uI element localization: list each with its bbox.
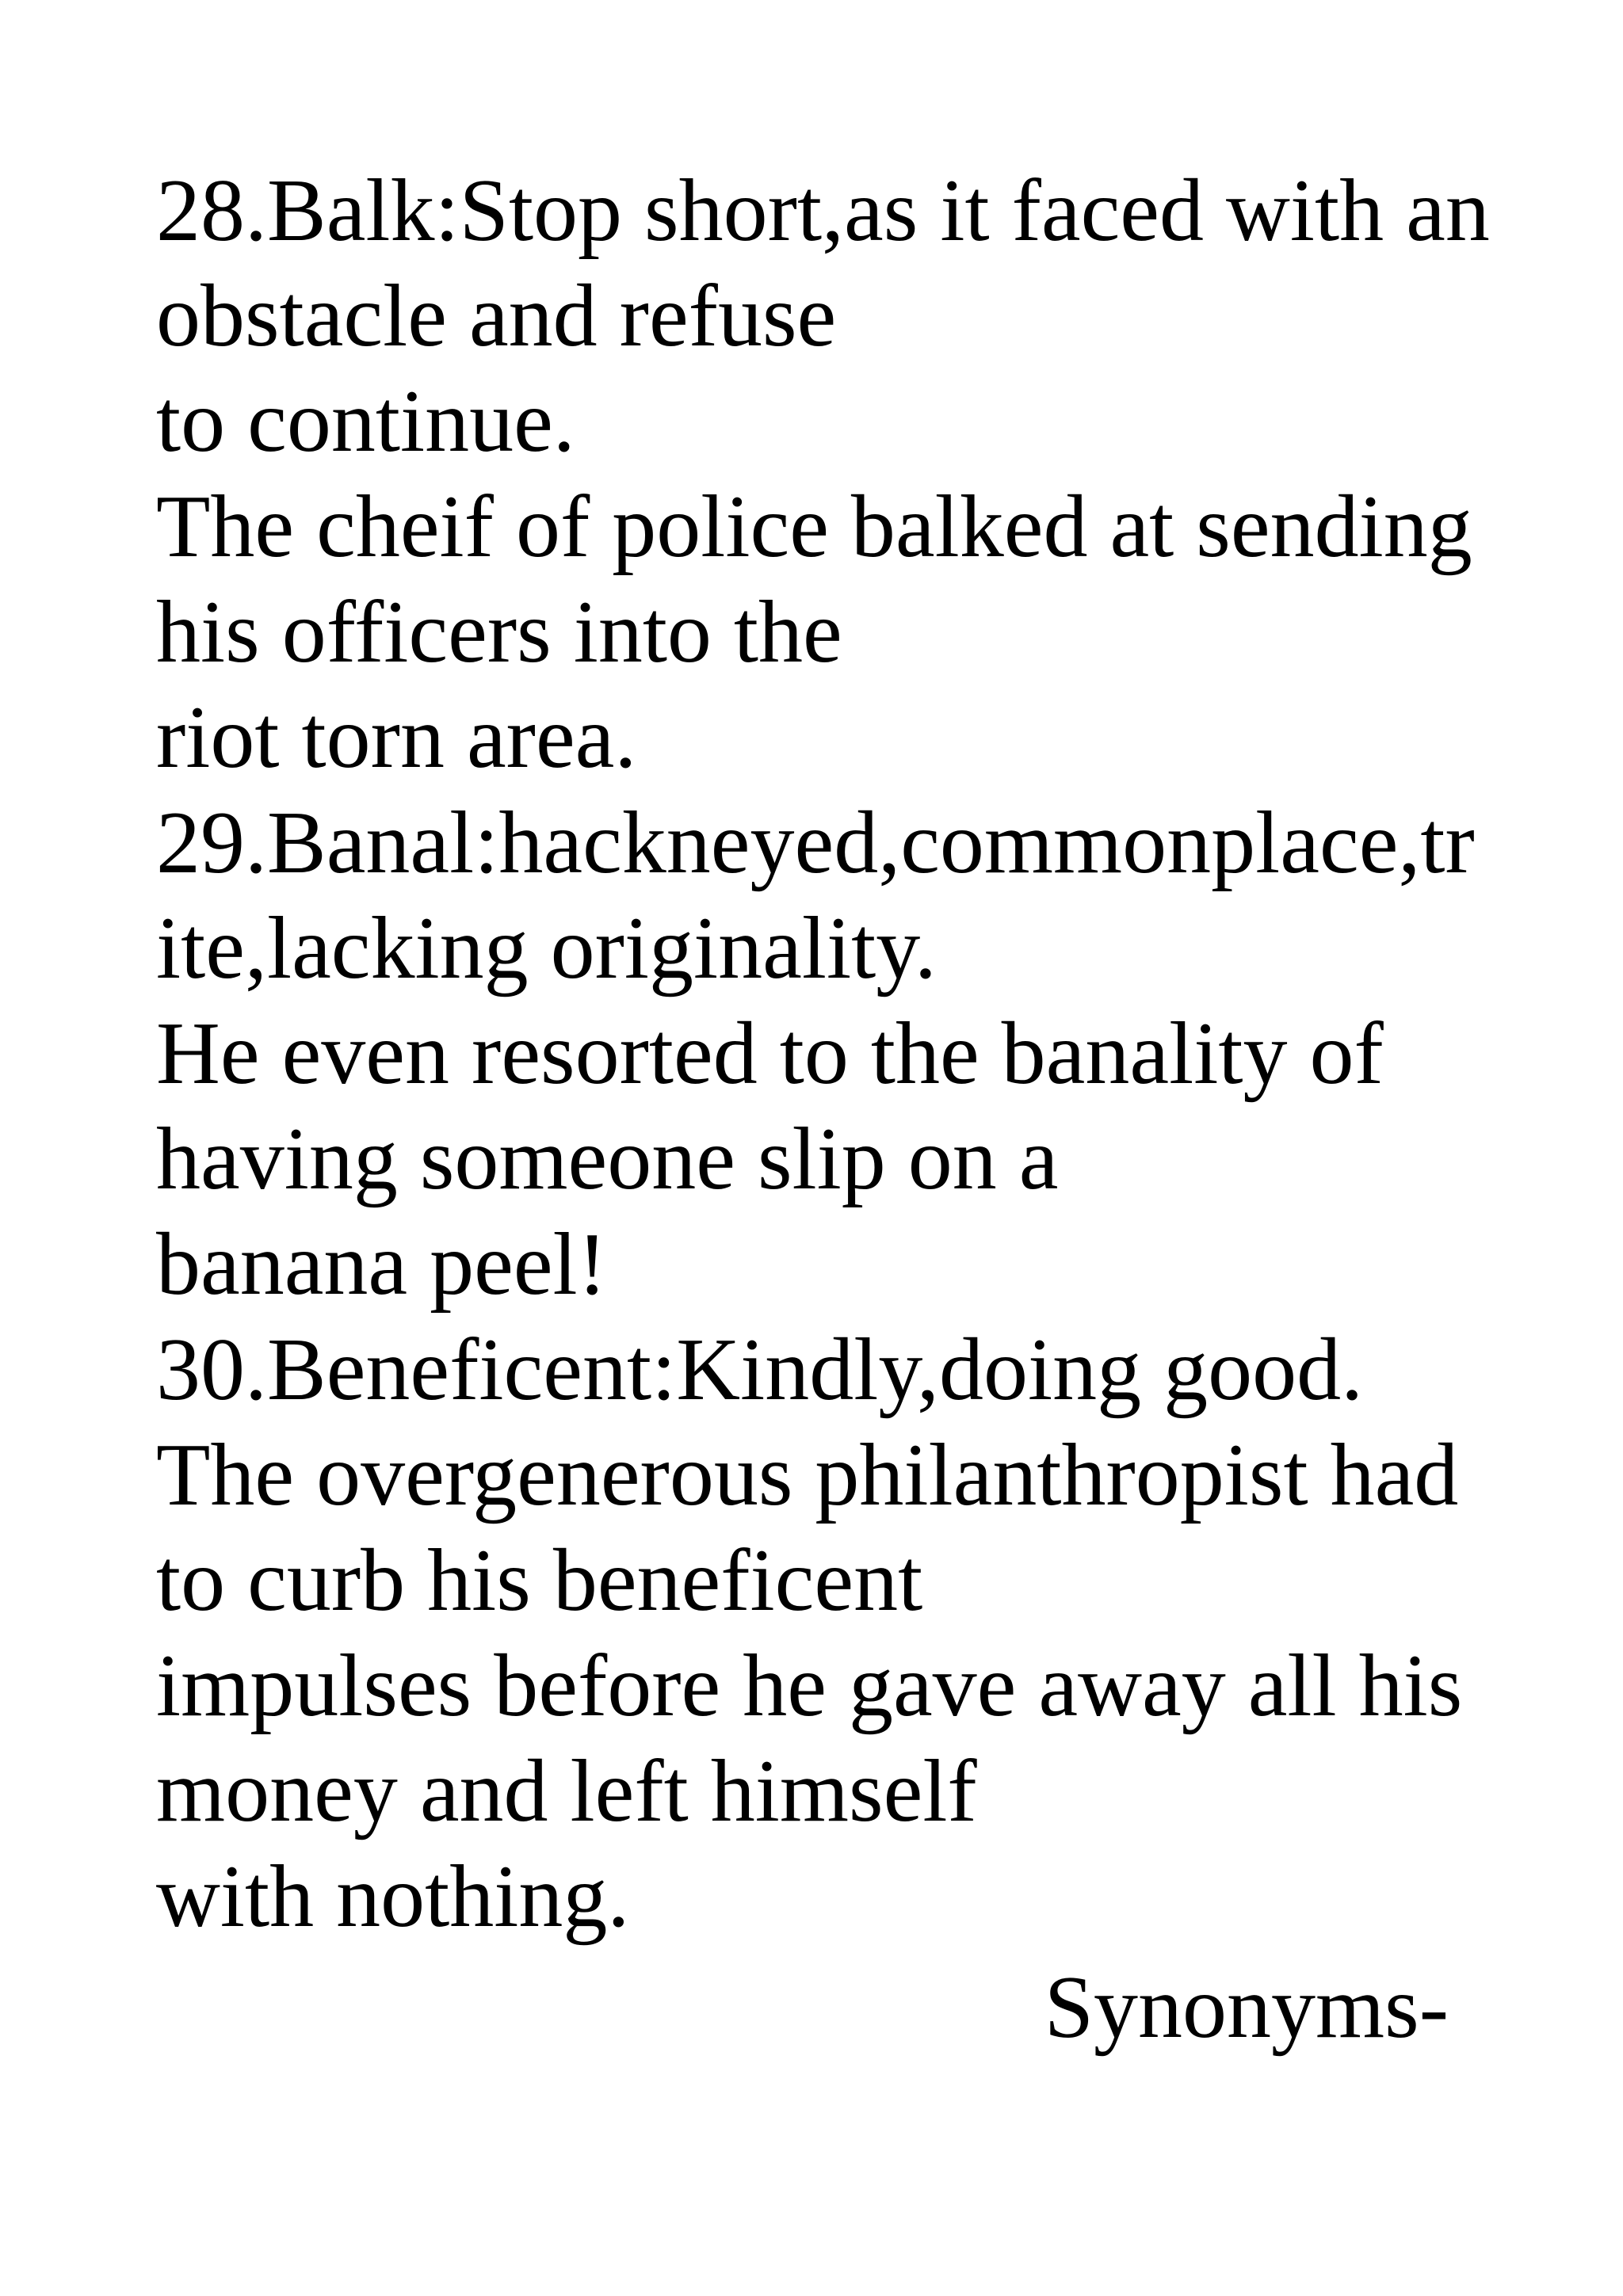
- entry-30-example-line-3: impulses before he gave away all his: [156, 1637, 1463, 1735]
- entry-28-example-line-1: The cheif of police balked at sending: [156, 478, 1472, 576]
- vocabulary-text: [156, 158, 1503, 1950]
- entry-30-example-line-2: to curb his beneficent: [156, 1531, 923, 1630]
- entry-28-example-line-3: riot torn area.: [156, 688, 637, 787]
- entry-29-example-line-1: He even resorted to the banality of: [156, 1005, 1384, 1103]
- entry-29-example-line-2: having someone slip on a: [156, 1110, 1059, 1208]
- synonyms-footer: Synonyms-: [1044, 1958, 1449, 2057]
- entry-28-example-line-2: his officers into the: [156, 583, 842, 681]
- entry-30-example-line-1: The overgenerous philanthropist had: [156, 1426, 1459, 1524]
- entry-29-definition-line-2: ite,lacking originality.: [156, 899, 937, 997]
- entry-28-definition-line-3: to continue.: [156, 372, 575, 471]
- entry-28-definition-line-1: 28.Balk:Stop short,as it faced with an: [156, 162, 1490, 260]
- entry-29-example-line-3: banana peel!: [156, 1215, 607, 1314]
- entry-30-example-line-5: with nothing.: [156, 1848, 630, 1946]
- entry-28-definition-line-2: obstacle and refuse: [156, 267, 837, 365]
- entry-30-example-line-4: money and left himself: [156, 1742, 977, 1840]
- entry-29-definition-line-1: 29.Banal:hackneyed,commonplace,tr: [156, 794, 1475, 892]
- entry-30-definition-line-1: 30.Beneficent:Kindly,doing good.: [156, 1321, 1364, 1419]
